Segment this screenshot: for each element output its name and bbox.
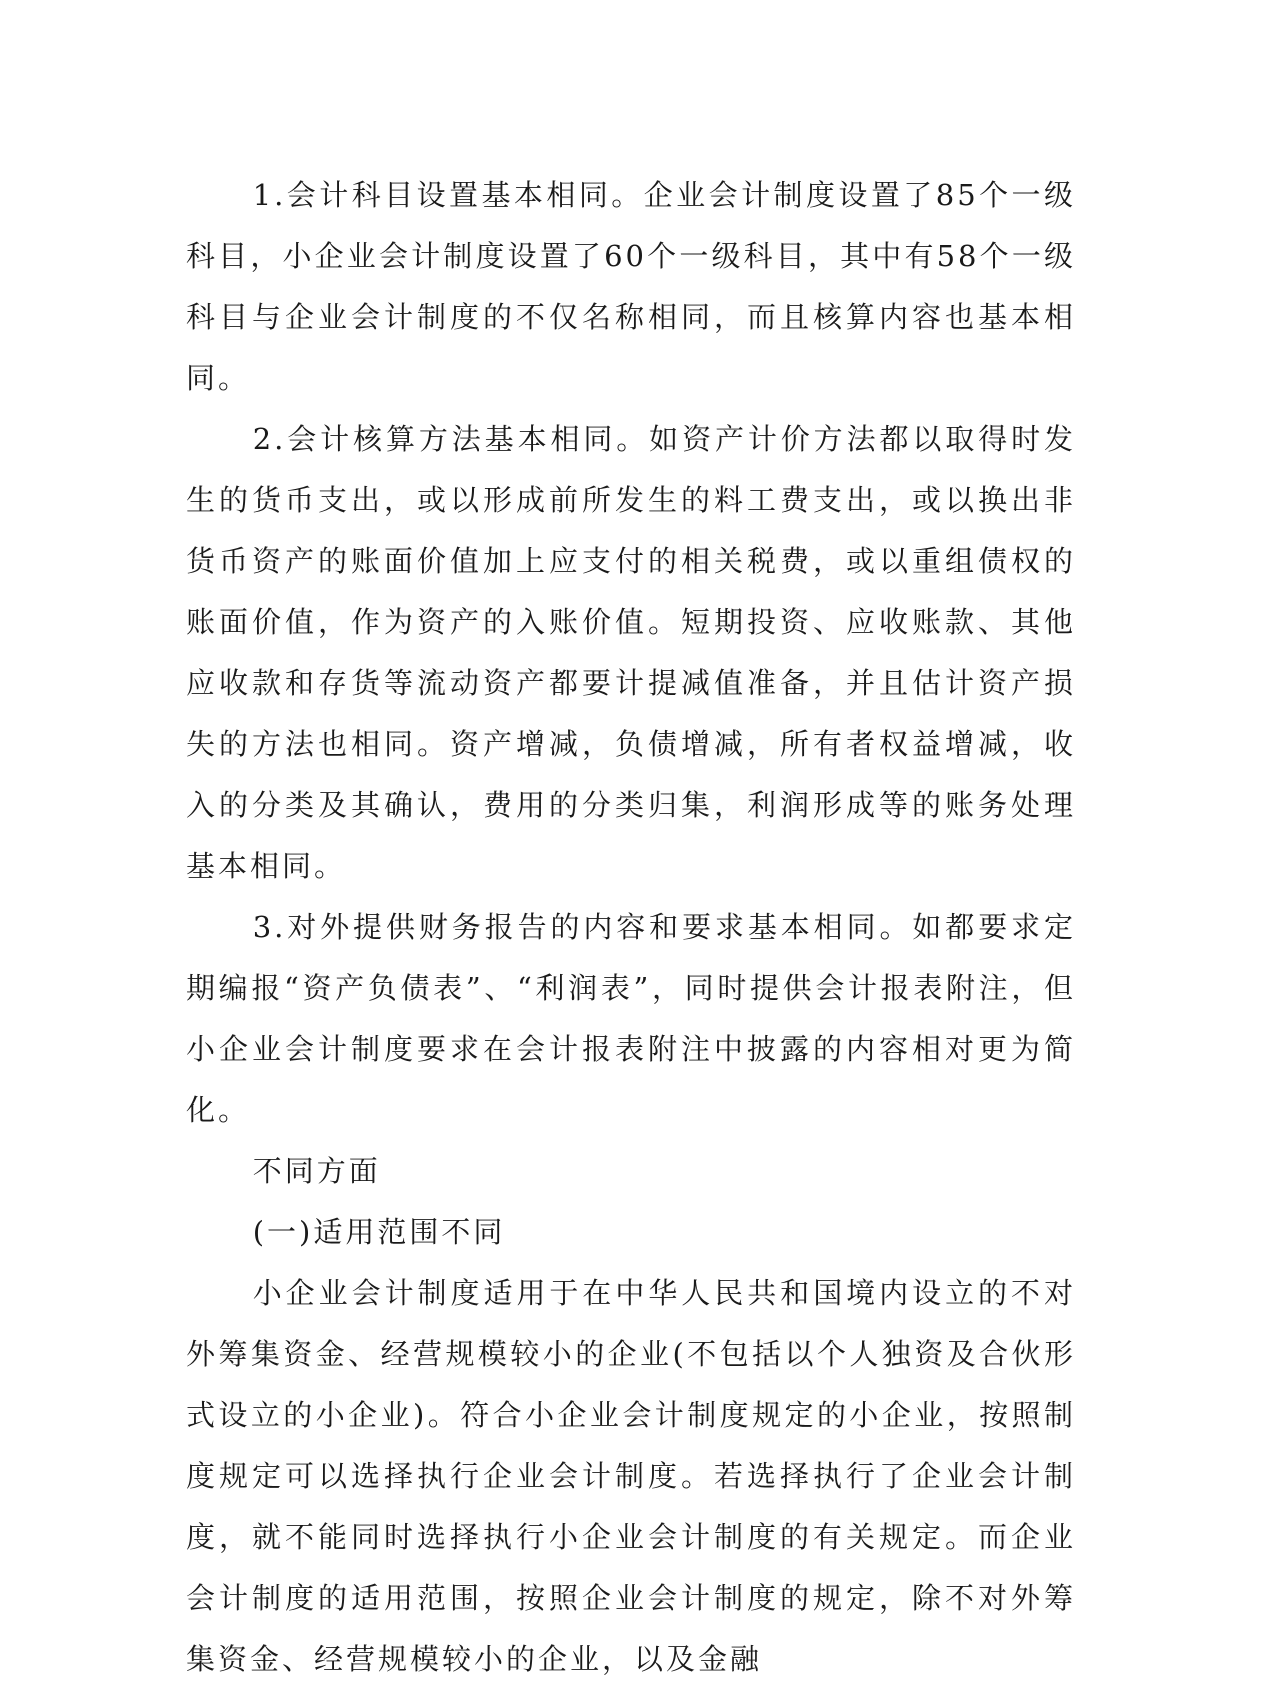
paragraph-financial-reports: 3.对外提供财务报告的内容和要求基本相同。如都要求定期编报“资产负债表”、“利润表”，同时提供会计报表附注，但小企业会计制度要求在会计报表附注中披露的内容相对更为简化。: [186, 910, 1076, 1127]
paragraph-scope-of-application: 小企业会计制度适用于在中华人民共和国境内设立的不对外筹集资金、经营规模较小的企业(不包括以个人独资及合伙形式设立的小企业)。符合小企业会计制度规定的小企业，按照制度规定可以选择执行企业会计制度。若选择执行了企业会计制度，就不能同时选择执行小企业会计制度的有关规定。而企业会计制度的适用范围，按照企业会计制度的规定，除不对外筹集资金、经营规模较小的企业，以及金融: [186, 1276, 1076, 1676]
document-body: [186, 165, 1076, 1690]
subsection-heading-scope: (一)适用范围不同: [252, 1215, 506, 1249]
section-heading-differences: 不同方面: [252, 1154, 381, 1188]
paragraph-account-items: 1.会计科目设置基本相同。企业会计制度设置了85个一级科目，小企业会计制度设置了60个一级科目，其中有58个一级科目与企业会计制度的不仅名称相同，而且核算内容也基本相同。: [186, 178, 1076, 395]
paragraph-accounting-methods: 2.会计核算方法基本相同。如资产计价方法都以取得时发生的货币支出，或以形成前所发生的料工费支出，或以换出非货币资产的账面价值加上应支付的相关税费，或以重组债权的账面价值，作为资产的入账价值。短期投资、应收账款、其他应收款和存货等流动资产都要计提减值准备，并且估计资产损失的方法也相同。资产增减，负债增减，所有者权益增减，收入的分类及其确认，费用的分类归集，利润形成等的账务处理基本相同。: [186, 422, 1076, 883]
